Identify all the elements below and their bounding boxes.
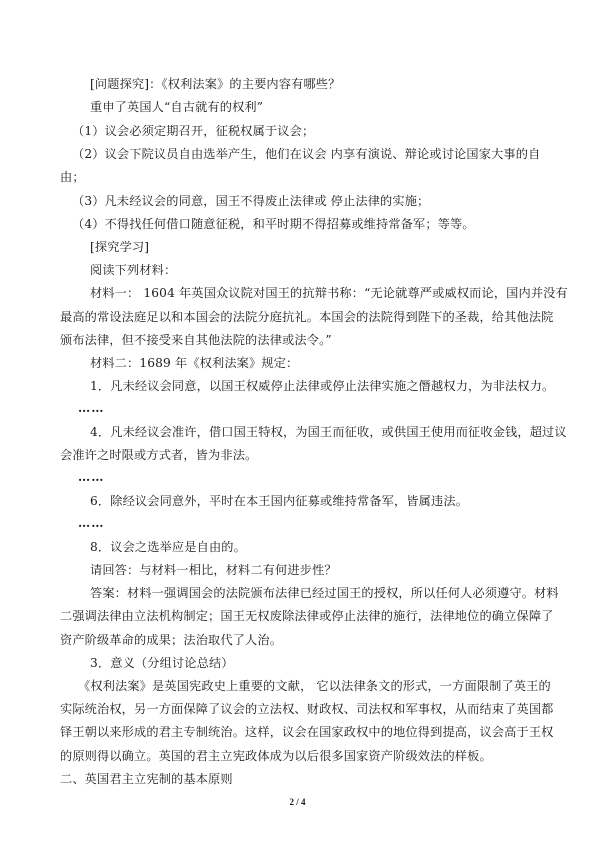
ellipsis: …… [78,516,105,530]
subsection-heading: 3．意义（分组讨论总结） [90,656,234,670]
paragraph-line: 阅读下列材料： [90,263,177,277]
question-line: 请回答：与材料一相比，材料二有何进步性？ [90,563,337,577]
material-two-heading: 材料二：1689 年《权利法案》规定： [90,356,299,370]
significance-line: 《权利法案》是英国宪政史上重要的文献， 它以法律条文的形式，一方面限制了英王的 [78,679,551,693]
ellipsis: …… [78,470,105,484]
paragraph-line: 重申了英国人“自古就有的权利” [90,100,264,114]
section-heading: 二、英国君主立宪制的基本原则 [60,772,233,786]
significance-line: 实际统治权，另一方面保障了议会的立法权、财政权、司法权和军事权，从而结束了英国都 [60,702,554,716]
clause-line: 6．除经议会同意外，平时在本王国内征募或维持常备军，皆属违法。 [90,494,469,508]
clause-line: 8．议会之选举应是自由的。 [90,540,246,554]
significance-line: 的原则得以确立。英国的君主立宪政体成为以后很多国家资产阶级效法的样板。 [60,749,492,763]
question-heading: [问题探究]：《权利法案》的主要内容有哪些？ [90,77,341,91]
ellipsis: …… [78,401,105,415]
list-item: （1）议会必须定期召开，征税权属于议会； [72,124,315,138]
list-item: （3）凡未经议会的同意，国王不得废止法律或 停止法律的实施； [72,194,430,208]
clause-line: 4．凡未经议会准许，借口国王特权，为国王而征收，或供国王使用而征收金钱，超过议 [90,425,567,439]
material-one-line: 颁布法律，但不接受来自其他法院的法律或法令。” [60,333,332,347]
clause-line: 1．凡未经议会同意，以国王权威停止法律或停止法律实施之僭越权力，为非法权力。 [90,379,555,393]
answer-line: 二强调法律由立法机构制定；国王无权废除法律或停止法律的施行，法律地位的确立保障了 [60,609,554,623]
clause-line: 会准许之时限或方式者，皆为非法。 [60,448,258,462]
section-label: [探究学习] [90,240,150,254]
list-item: （2）议会下院议员自由选举产生，他们在议会 内享有演说、辩论或讨论国家大事的自 [72,147,541,161]
answer-line: 资产阶级革命的成果；法治取代了人治。 [60,633,283,647]
significance-line: 铎王朝以来形成的君主专制统治。这样，议会在国家政权中的地位得到提高，议会高于王权 [60,725,554,739]
page-number: 2 / 4 [289,797,306,807]
material-one-line: 最高的常设法庭足以和本国会的法院分庭抗礼。本国会的法院得到陛下的圣裁，给其他法院 [60,310,554,324]
answer-line: 答案：材料一强调国会的法院颁布法律已经过国王的授权，所以任何人必须遵守。材料 [90,586,559,600]
material-one-line: 材料一： 1604 年英国众议院对国王的抗辩书称：“无论就尊严或威权而论，国内并没有 [90,286,568,300]
list-item-continued: 由； [60,170,85,184]
list-item: （4）不得找任何借口随意征税，和平时期不得招募或维持常备军；等等。 [72,217,475,231]
